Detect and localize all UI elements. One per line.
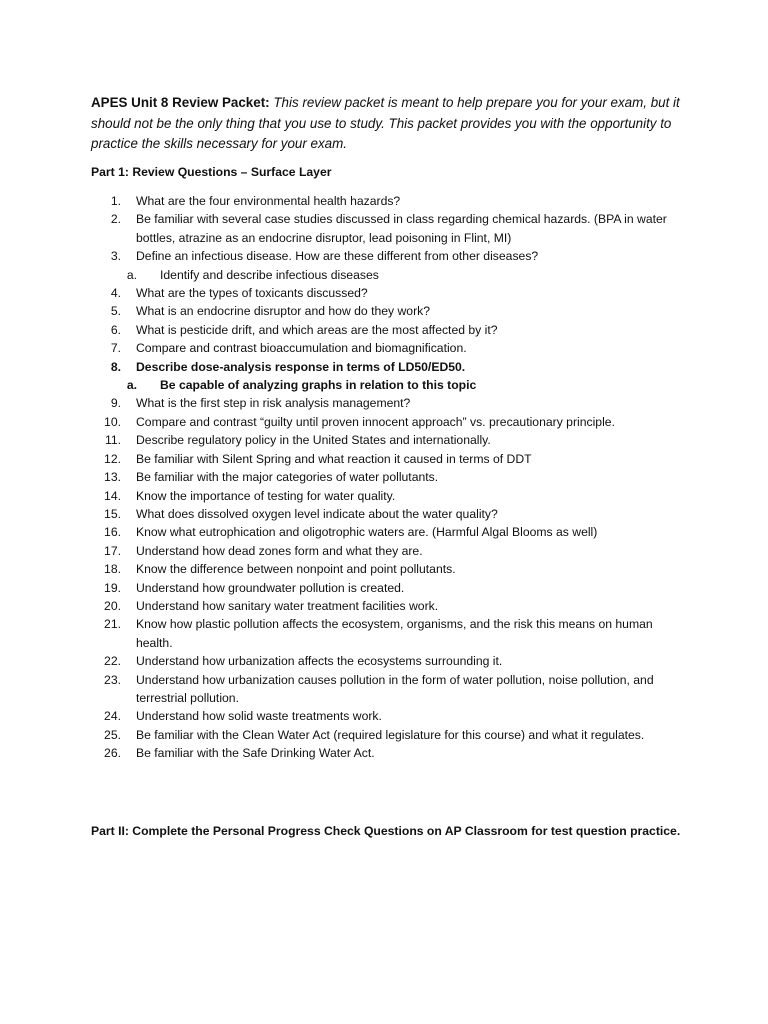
question-list <box>91 192 681 763</box>
sub-question-item <box>91 376 681 394</box>
question-item <box>91 505 681 523</box>
question-number-label: 9. <box>110 396 121 411</box>
question-number-label: 14. <box>104 488 121 503</box>
sub-question-item <box>91 266 681 284</box>
question-number-label: 20. <box>104 598 121 613</box>
question-item <box>91 597 681 615</box>
question-item <box>91 560 681 578</box>
question-text: Understand how groundwater pollution is created. <box>136 580 405 595</box>
question-number-label: 21. <box>104 617 121 632</box>
question-text: Be familiar with several case studies discussed in class regarding chemical hazards. (BPA in water bottles, atrazine as an endocrine disruptor, lead poisoning in Flint, MI) <box>136 212 667 245</box>
question-text: Understand how dead zones form and what they are. <box>136 543 423 558</box>
question-item <box>91 358 681 376</box>
sub-question-letter: a. <box>126 267 137 282</box>
question-number <box>91 394 135 412</box>
question-text: What is the first step in risk analysis management? <box>136 396 411 411</box>
question-item <box>91 523 681 541</box>
question-number <box>91 321 135 339</box>
question-number <box>91 431 135 449</box>
sub-question-text: Identify and describe infectious diseases <box>160 267 379 282</box>
question-text: Be familiar with the Safe Drinking Water Act. <box>136 746 375 761</box>
packet-description: This review packet is meant to help prepare you for your exam, but it should not be the only thing that you use to study. This packet provides you with the opportunity to practice the skills necessary for your exam. <box>91 95 680 151</box>
part2-heading: Part II: Complete the Personal Progress Check Questions on AP Classroom for test question practice. <box>91 824 681 838</box>
question-number-label: 8. <box>110 359 121 374</box>
question-number <box>91 450 135 468</box>
question-number-label: 5. <box>110 304 121 319</box>
question-text: What are the four environmental health hazards? <box>136 194 401 208</box>
sub-question-text: Be capable of analyzing graphs in relation to this topic <box>160 378 477 393</box>
question-text: Know what eutrophication and oligotrophic waters are. (Harmful Algal Blooms as well) <box>136 525 598 540</box>
question-number-label: 25. <box>104 727 121 742</box>
question-item <box>91 542 681 560</box>
question-item <box>91 487 681 505</box>
question-text: Know the difference between nonpoint and point pollutants. <box>136 562 456 577</box>
intro-paragraph <box>91 93 681 155</box>
question-number <box>91 707 135 725</box>
question-number-label: 18. <box>104 562 121 577</box>
question-text: Understand how urbanization causes pollution in the form of water pollution, noise pollution, and terrestrial pollution. <box>136 672 654 705</box>
question-number <box>91 726 135 744</box>
question-item <box>91 431 681 449</box>
question-number <box>91 744 135 762</box>
question-item <box>91 615 681 652</box>
question-item <box>91 671 681 708</box>
question-number <box>91 542 135 560</box>
question-item <box>91 302 681 320</box>
question-number-label: 15. <box>104 506 121 521</box>
question-number <box>91 523 135 541</box>
question-number <box>91 358 135 376</box>
question-item <box>91 394 681 412</box>
question-item <box>91 413 681 431</box>
sub-question-letter: a. <box>126 378 137 393</box>
question-number-label: 26. <box>104 746 121 761</box>
question-number-label: 22. <box>104 654 121 669</box>
question-item <box>91 192 681 210</box>
question-text: Know the importance of testing for water quality. <box>136 488 396 503</box>
question-text: Be familiar with Silent Spring and what reaction it caused in terms of DDT <box>136 451 532 466</box>
question-number-label: 3. <box>110 249 121 264</box>
question-text: Compare and contrast bioaccumulation and biomagnification. <box>136 341 467 356</box>
question-number <box>91 339 135 357</box>
question-number-label: 24. <box>104 709 121 724</box>
question-number-label: 4. <box>110 286 121 301</box>
question-number-label: 7. <box>110 341 121 356</box>
question-text: Describe dose-analysis response in terms of LD50/ED50. <box>136 359 466 374</box>
question-number <box>91 579 135 597</box>
question-number <box>91 284 135 302</box>
question-number-label: 1. <box>110 194 121 208</box>
question-number <box>91 505 135 523</box>
question-text: What does dissolved oxygen level indicate about the water quality? <box>136 506 498 521</box>
question-number <box>91 671 135 708</box>
question-number-label: 10. <box>104 414 121 429</box>
question-item <box>91 744 681 762</box>
question-text: Understand how sanitary water treatment facilities work. <box>136 598 439 613</box>
question-number-label: 2. <box>110 212 121 227</box>
question-number-label: 17. <box>104 543 121 558</box>
question-text: What is pesticide drift, and which areas are the most affected by it? <box>136 322 498 337</box>
question-item <box>91 247 681 265</box>
question-item <box>91 652 681 670</box>
question-text: Know how plastic pollution affects the ecosystem, organisms, and the risk this means on human health. <box>136 617 653 650</box>
question-item <box>91 210 681 247</box>
document-page <box>91 93 681 838</box>
question-item <box>91 450 681 468</box>
question-number <box>91 597 135 615</box>
question-number-label: 19. <box>104 580 121 595</box>
question-item <box>91 726 681 744</box>
question-number <box>91 560 135 578</box>
question-item <box>91 707 681 725</box>
question-item <box>91 339 681 357</box>
packet-title: APES Unit 8 Review Packet: <box>91 95 270 110</box>
question-text: Compare and contrast “guilty until proven innocent approach” vs. precautionary principle. <box>136 414 615 429</box>
question-text: What are the types of toxicants discussed? <box>136 286 368 301</box>
question-text: Understand how urbanization affects the ecosystems surrounding it. <box>136 654 503 669</box>
question-item <box>91 284 681 302</box>
question-number <box>91 302 135 320</box>
part1-heading: Part 1: Review Questions – Surface Layer <box>91 165 332 179</box>
question-number <box>91 192 135 210</box>
question-text: Describe regulatory policy in the United States and internationally. <box>136 433 491 448</box>
question-number <box>91 210 135 247</box>
question-number-label: 16. <box>104 525 121 540</box>
question-text: Be familiar with the major categories of water pollutants. <box>136 470 439 485</box>
question-number-label: 23. <box>104 672 121 687</box>
question-number <box>91 615 135 652</box>
question-text: Define an infectious disease. How are these different from other diseases? <box>136 249 539 264</box>
question-number <box>91 487 135 505</box>
question-number-label: 11. <box>104 433 121 448</box>
question-item <box>91 468 681 486</box>
question-number <box>91 652 135 670</box>
question-number <box>91 413 135 431</box>
question-text: Understand how solid waste treatments work. <box>136 709 382 724</box>
question-number-label: 13. <box>104 470 121 485</box>
question-text: What is an endocrine disruptor and how do they work? <box>136 304 431 319</box>
question-number <box>91 468 135 486</box>
question-number <box>91 247 135 265</box>
question-number-label: 6. <box>110 322 121 337</box>
question-text: Be familiar with the Clean Water Act (required legislature for this course) and what it regulates. <box>136 727 645 742</box>
question-item <box>91 579 681 597</box>
question-number-label: 12. <box>104 451 121 466</box>
question-item <box>91 321 681 339</box>
